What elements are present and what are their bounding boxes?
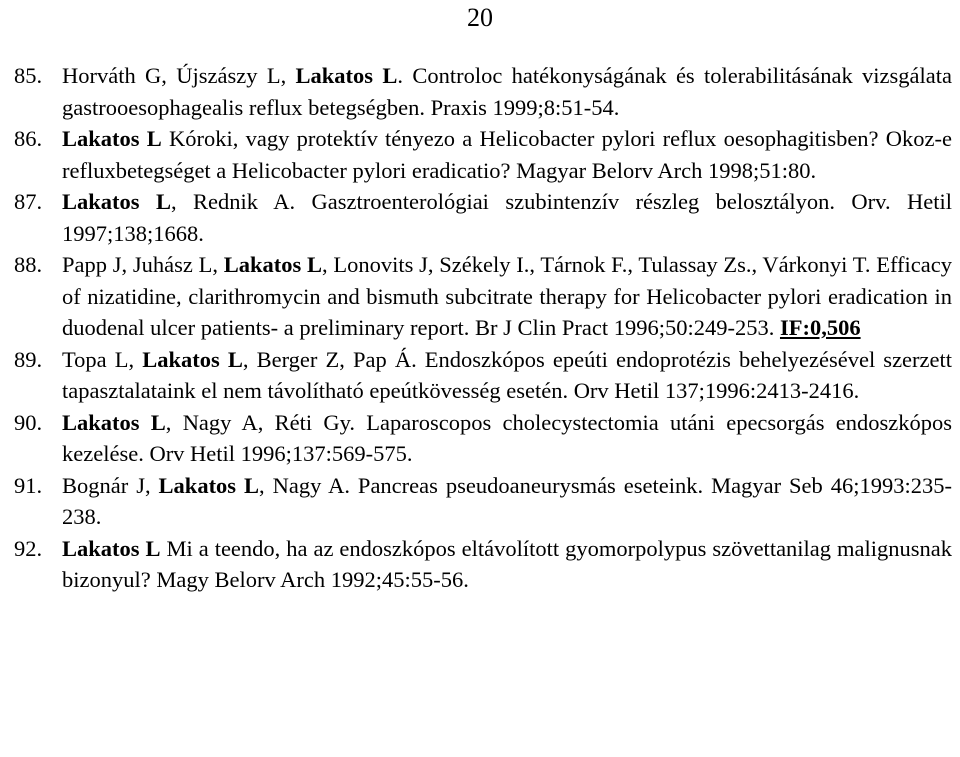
reference-item	[14, 123, 952, 186]
reference-text-after: , Rednik A. Gasztroenterológiai szubintenzív részleg belosztályon. Orv. Hetil 1997;138;1668.	[62, 189, 952, 246]
reference-item	[14, 533, 952, 596]
reference-number: 88.	[14, 252, 43, 277]
reference-text-after: , Nagy A, Réti Gy. Laparoscopos cholecystectomia utáni epecsorgás endoszkópos kezelése. Orv Hetil 1996;137:569-575.	[62, 409, 952, 466]
reference-highlighted-author: Lakatos L	[62, 409, 166, 435]
reference-number: 92.	[14, 535, 43, 561]
reference-number: 87.	[14, 189, 43, 214]
reference-item	[14, 249, 952, 344]
reference-number: 86.	[14, 126, 43, 151]
reference-text-before: Bognár J,	[62, 472, 159, 498]
reference-item	[14, 60, 952, 123]
reference-item	[14, 186, 952, 249]
reference-highlighted-author: Lakatos L	[295, 63, 398, 88]
reference-item	[14, 470, 952, 533]
reference-text-after: Kóroki, vagy protektív tényezo a Helicobacter pylori reflux oesophagitisben? Okoz-e refluxbetegséget a Helicobacter pylori eradicatio? Magyar Belorv Arch 1998;51:80.	[62, 126, 952, 183]
impact-factor: IF:0,506	[779, 315, 861, 340]
reference-highlighted-author: Lakatos L	[158, 472, 260, 498]
reference-number: 90.	[14, 409, 43, 435]
reference-text-after: , Berger Z, Pap Á. Endoszkópos epeúti endoprotézis behelyezésével szerzett tapasztalataink el nem távolítható epeútkövesség esetén. Orv Hetil 137;1996:2413-2416.	[62, 346, 953, 403]
reference-item	[14, 344, 952, 407]
reference-number: 89.	[14, 346, 43, 372]
reference-text-after: , Nagy A. Pancreas pseudoaneurysmás eseteink. Magyar Seb 46;1993:235-238.	[62, 472, 952, 529]
reference-text-after: Mi a teendo, ha az endoszkópos eltávolított gyomorpolypus szövettanilag malignusnak bizonyul? Magy Belorv Arch 1992;45:55-56.	[62, 535, 952, 592]
reference-number: 85.	[14, 63, 43, 88]
reference-list	[14, 60, 952, 596]
reference-text-before: Topa L,	[62, 346, 143, 372]
reference-text-after: . Controloc hatékonyságának és tolerabilitásának vizsgálata gastrooesophagealis reflux betegségben. Praxis 1999;8:51-54.	[62, 63, 952, 120]
reference-text-before: Papp J, Juhász L,	[62, 252, 224, 277]
reference-number: 91.	[14, 472, 43, 498]
reference-highlighted-author: Lakatos L	[223, 252, 323, 277]
reference-text-after: , Lonovits J, Székely I., Tárnok F., Tulassay Zs., Várkonyi T. Efficacy of nizatidine, clarithromycin and bismuth subcitrate therapy for Helicobacter pylori eradication in duodenal ulcer patients- a preliminary report. Br J Clin Pract 1996;50:249-253.	[62, 252, 952, 340]
reference-highlighted-author: Lakatos L	[142, 346, 243, 372]
reference-highlighted-author: Lakatos L	[62, 126, 162, 151]
reference-highlighted-author: Lakatos L	[62, 535, 161, 561]
page-number: 20	[467, 3, 493, 32]
reference-item	[14, 407, 952, 470]
reference-highlighted-author: Lakatos L	[62, 189, 171, 214]
reference-text-before: Horváth G, Újszászy L,	[62, 63, 296, 88]
